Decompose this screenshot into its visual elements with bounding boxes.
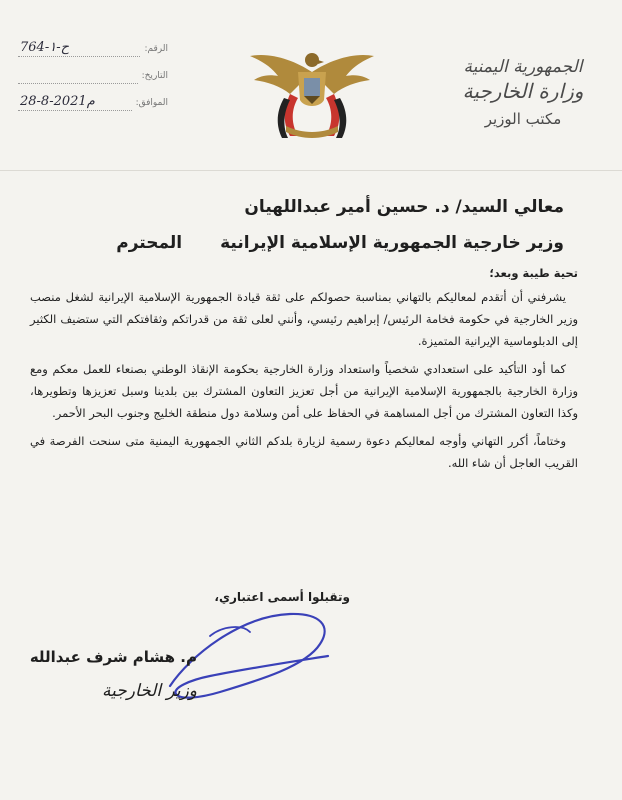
- addressee-block: [44, 192, 564, 258]
- paragraph-congratulations: يشرفني أن أتقدم لمعاليكم بالتهاني بمناسبة حصولكم على ثقة قيادة الجمهورية الإسلامية الإيرانية لشغل منصب وزير الخارجية في حكومة فخامة الرئيس/ إبراهيم رئيسي، وأنني لعلى ثقة من قدراتكم وثقافتكم التي ستضيف الكثير إلى الدبلوماسية الإيرانية المتميزة.: [30, 290, 578, 348]
- signer-name: م. هشام شرف عبدالله: [29, 648, 197, 666]
- addressee-name: معالي السيد/ د. حسين أمير عبداللهيان: [244, 197, 564, 217]
- reference-number-row: [18, 38, 168, 60]
- yemen-eagle-emblem-icon: [246, 42, 378, 142]
- addressee-title-row: [44, 228, 564, 258]
- addressee-title: وزير خارجية الجمهورية الإسلامية الإيرانية: [220, 233, 564, 253]
- reference-date-label: التاريخ:: [141, 71, 168, 81]
- reference-number-label: الرقم:: [144, 44, 168, 54]
- ministry-name: وزارة الخارجية: [462, 79, 584, 103]
- letter-body: [30, 262, 578, 480]
- paragraph-invitation: وختاماً، أكرر التهاني وأوجه لمعاليكم دعوة رسمية لزيارة بلدكم الثاني الجمهورية اليمنية متى سنحت الفرصة في القريب العاجل أن شاء الله.: [30, 434, 578, 470]
- reference-block: [18, 38, 168, 119]
- reference-gregorian-label: الموافق:: [135, 98, 168, 108]
- header-divider: [0, 170, 622, 171]
- signer-title: وزير الخارجية: [102, 681, 197, 701]
- closing-line: وتقبلوا أسمى اعتباري،: [214, 590, 350, 604]
- reference-number-value: 764-ح-١: [20, 39, 69, 55]
- reference-gregorian-row: [18, 92, 168, 114]
- greeting: تحية طيبة وبعد؛: [489, 266, 578, 280]
- ministry-header: [438, 56, 608, 130]
- reference-date-row: [18, 65, 168, 87]
- addressee-honorific: المحترم: [116, 233, 183, 253]
- republic-name: الجمهورية اليمنية: [463, 57, 583, 77]
- signer-block: [17, 644, 197, 704]
- office-name: مكتب الوزير: [484, 110, 562, 128]
- paragraph-cooperation: كما أود التأكيد على استعدادي شخصياً واستعداد وزارة الخارجية بحكومة الإنقاذ الوطني بصنعاء للعمل معكم ومع وزارة الخارجية بالجمهورية الإسلامية الإيرانية من أجل تعزيز التعاون المشترك بين بلدينا وسبل تعزيزها وتطويرها، وكذا التعاون المشترك من أجل المساهمة في الحفاظ على أمن وسلامة دول منطقة الخليج وجنوب البحر الأحمر.: [30, 362, 578, 420]
- reference-gregorian-value: 28-8-2021م: [20, 93, 95, 109]
